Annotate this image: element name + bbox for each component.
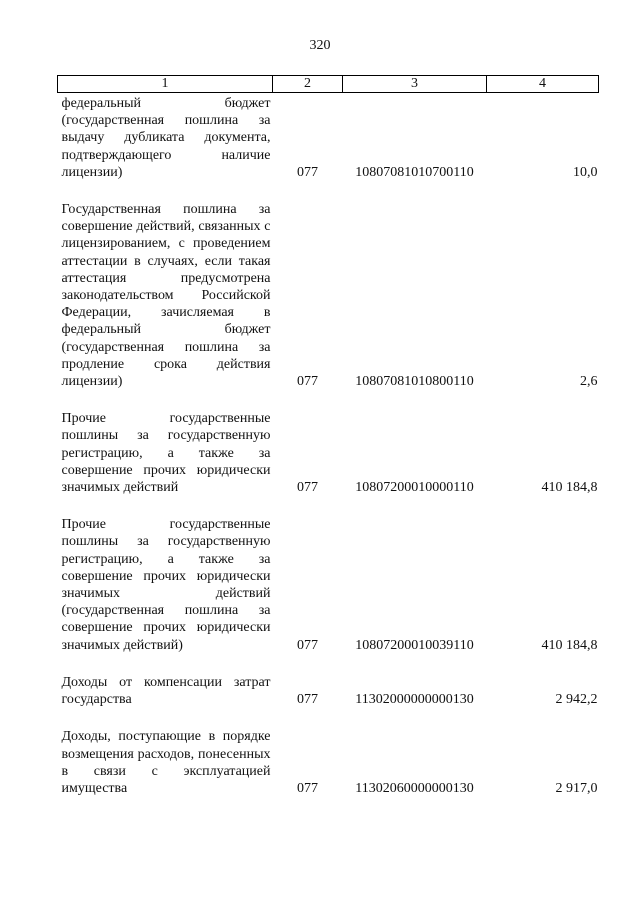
row-admin-code: 077 bbox=[297, 374, 318, 390]
row-kbk: 10807081010800110 bbox=[355, 374, 474, 390]
row-kbk: 10807200010000110 bbox=[355, 480, 474, 496]
row-kbk: 11302060000000130 bbox=[355, 780, 474, 796]
header-col-1: 1 bbox=[58, 76, 273, 93]
table-row bbox=[58, 93, 599, 202]
header-col-3: 3 bbox=[343, 76, 487, 93]
table-row bbox=[58, 728, 599, 817]
revenue-table-container bbox=[57, 75, 598, 817]
row-admin-code: 077 bbox=[297, 480, 318, 496]
row-amount: 410 184,8 bbox=[541, 637, 598, 653]
row-name: Прочие государственные пошлины за государственную регистрацию, а также за совершение прочих юридически значимых действий (государственная пошлина за совершение прочих юридически значимых действий) bbox=[61, 517, 271, 653]
page-number: 320 bbox=[309, 38, 331, 53]
row-admin-code: 077 bbox=[297, 780, 318, 796]
row-name: федеральный бюджет (государственная пошлина за выдачу дубликата документа, подтверждающего наличие лицензии) bbox=[61, 96, 271, 180]
row-admin-code: 077 bbox=[297, 637, 318, 653]
row-amount: 2,6 bbox=[580, 374, 598, 390]
header-col-4: 4 bbox=[487, 76, 599, 93]
revenue-table bbox=[57, 75, 599, 817]
table-row bbox=[58, 674, 599, 728]
table-header-row bbox=[58, 76, 599, 93]
table-row bbox=[58, 516, 599, 674]
row-admin-code: 077 bbox=[297, 164, 318, 180]
row-amount: 410 184,8 bbox=[541, 480, 598, 496]
row-amount: 2 942,2 bbox=[555, 692, 598, 708]
row-kbk: 10807081010700110 bbox=[355, 164, 474, 180]
row-admin-code: 077 bbox=[297, 692, 318, 708]
row-name: Прочие государственные пошлины за государственную регистрацию, а также за совершение прочих юридически значимых действий bbox=[61, 411, 271, 496]
table-row bbox=[58, 410, 599, 516]
row-kbk: 11302000000000130 bbox=[355, 692, 474, 708]
row-amount: 2 917,0 bbox=[555, 780, 598, 796]
row-amount: 10,0 bbox=[573, 164, 598, 180]
row-name: Доходы от компенсации затрат государства bbox=[61, 674, 271, 708]
row-name: Доходы, поступающие в порядке возмещения расходов, понесенных в связи с эксплуатацией имущества bbox=[61, 729, 271, 796]
header-col-2: 2 bbox=[273, 76, 343, 93]
row-kbk: 10807200010039110 bbox=[355, 637, 474, 653]
row-name: Государственная пошлина за совершение действий, связанных с лицензированием, с проведением аттестации в случаях, если такая аттестация предусмотрена законодательством Российской Федерации, зачисляемая в федеральный бюджет (государственная пошлина за продление срока действия лицензии) bbox=[61, 202, 271, 390]
table-row bbox=[58, 201, 599, 410]
